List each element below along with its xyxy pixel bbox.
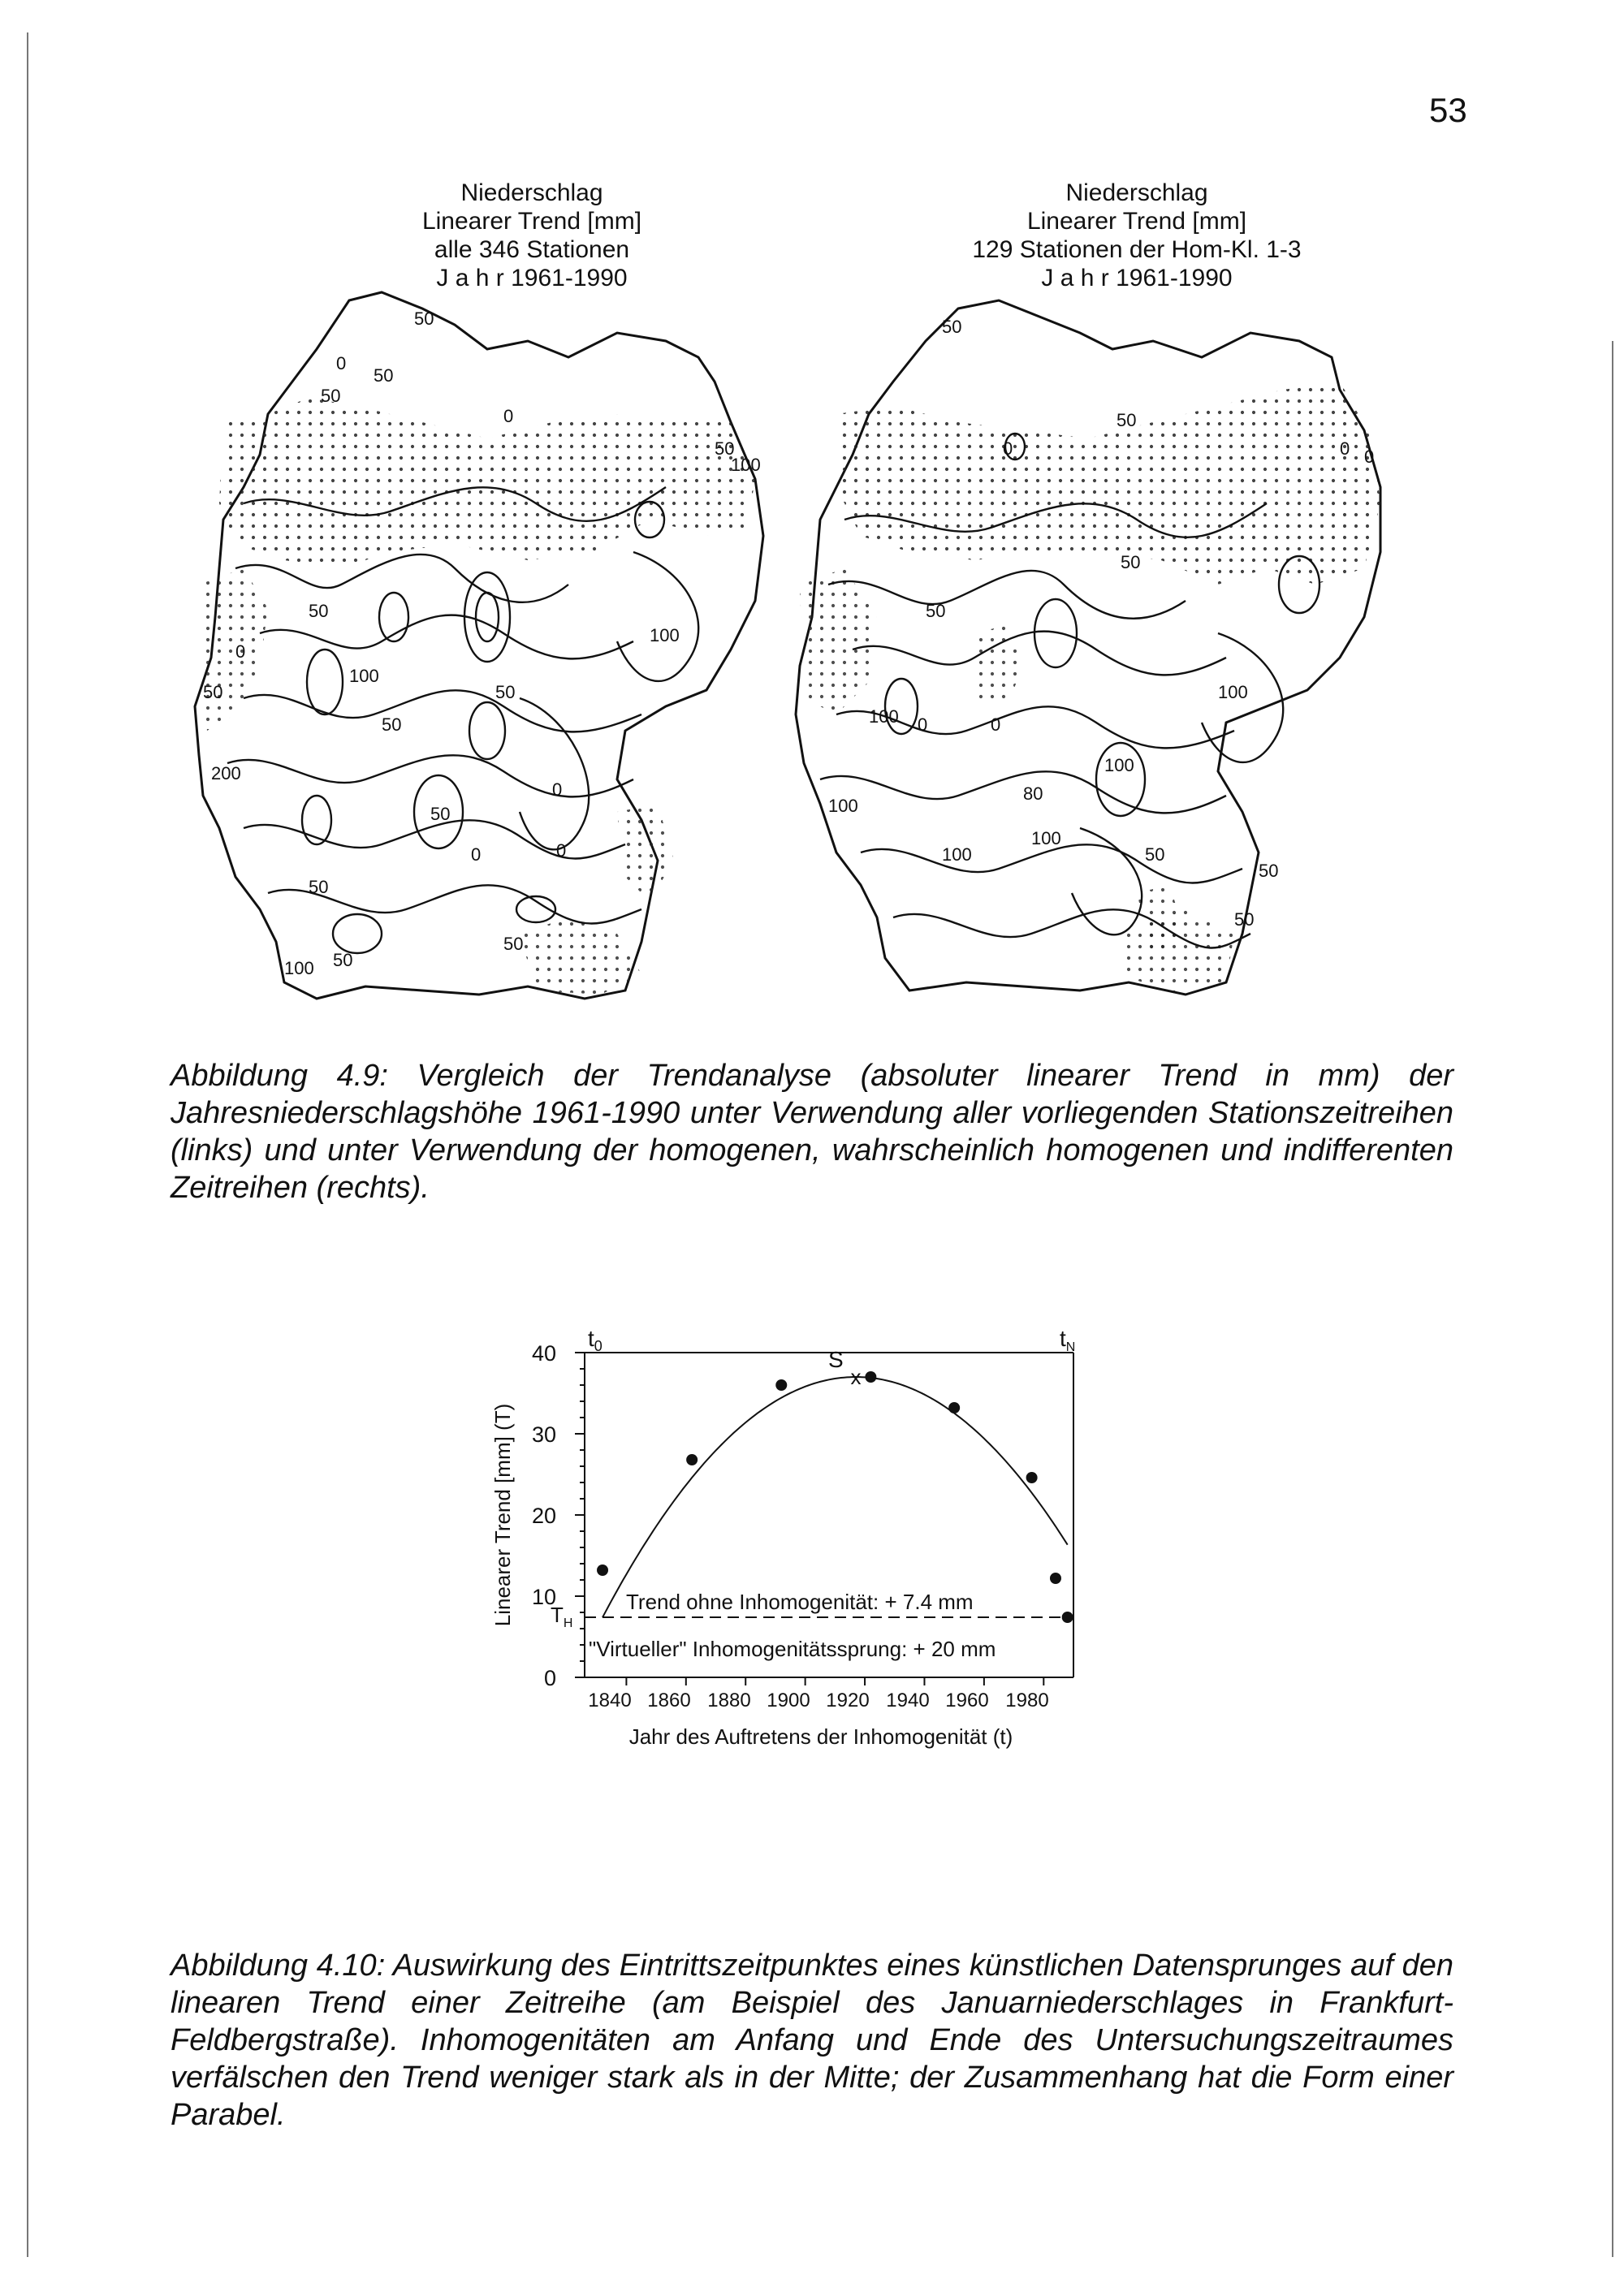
map-left-label: 0	[503, 406, 514, 426]
S-label: S	[828, 1347, 844, 1372]
tN-letter: t	[1060, 1326, 1066, 1351]
x-tick-label: 1860	[647, 1690, 691, 1711]
map-right-label: 50	[942, 317, 962, 337]
map-left-dotted-south	[520, 917, 641, 995]
data-point	[775, 1379, 787, 1391]
map-left-label: 50	[715, 438, 735, 459]
x-tick-label: 1980	[1005, 1690, 1049, 1711]
map-right-title-line: J a h r 1961-1990	[1041, 265, 1233, 291]
map-left-label: 0	[235, 641, 246, 662]
x-tick-label: 1920	[826, 1690, 870, 1711]
x-tick-label: 1900	[767, 1690, 810, 1711]
map-left-label: 0	[552, 779, 563, 800]
map-right-label: 100	[1104, 755, 1134, 775]
map-left-dotted-north	[219, 398, 755, 568]
data-point	[1062, 1612, 1073, 1623]
map-left-label: 50	[495, 682, 516, 702]
map-right-title-line: Niederschlag	[1065, 179, 1208, 206]
data-point	[597, 1564, 608, 1576]
data-point	[1026, 1472, 1038, 1483]
map-left-label: 100	[284, 958, 314, 978]
map-left-label: 50	[382, 714, 402, 735]
figure-caption-4-10	[171, 1947, 1453, 2134]
map-left-label: 50	[309, 877, 329, 897]
map-right-dotted-north	[836, 382, 1380, 585]
y-tick-label: 10	[531, 1585, 556, 1609]
t0-label	[588, 1326, 603, 1354]
map-left-label: 50	[374, 365, 394, 386]
TH-subscript: H	[563, 1616, 573, 1630]
x-tick-label: 1940	[886, 1690, 930, 1711]
y-tick-label: 0	[543, 1666, 556, 1690]
map-right-label: 0	[1364, 447, 1375, 467]
t0-letter: t	[588, 1326, 594, 1351]
map-left-dotted-west	[199, 568, 268, 731]
map-left	[195, 292, 763, 999]
x-tick-label: 1880	[707, 1690, 751, 1711]
data-points	[597, 1371, 1073, 1623]
x-ticks	[626, 1677, 1043, 1685]
map-right-label: 0	[1003, 438, 1013, 459]
caption-label: Abbildung 4.9:	[171, 1059, 388, 1093]
map-left-label: 200	[211, 763, 241, 783]
map-left-label: 50	[309, 601, 329, 621]
map-right-label: 50	[1145, 844, 1165, 865]
tN-subscript: N	[1065, 1340, 1076, 1354]
map-left-label: 100	[731, 455, 761, 475]
map-right-label: 50	[1259, 861, 1279, 881]
y-tick-label: 40	[531, 1341, 556, 1366]
tN-label	[1060, 1326, 1075, 1354]
page-number: 53	[1429, 91, 1467, 129]
map-right	[796, 300, 1380, 995]
map-right-title-line: 129 Stationen der Hom-Kl. 1-3	[972, 236, 1302, 263]
TH-label	[551, 1603, 572, 1630]
map-right-label: 80	[1023, 783, 1043, 804]
x-axis-title: Jahr des Auftretens der Inhomogenität (t)	[628, 1724, 1013, 1749]
contour-maps	[0, 0, 1624, 1023]
caption-label: Abbildung 4.10:	[171, 1949, 386, 1983]
trend-parabola-chart	[455, 1299, 1169, 1770]
map-right-label: 0	[1340, 438, 1350, 459]
map-left-label: 50	[430, 804, 451, 824]
map-left-label: 0	[556, 840, 567, 861]
data-point	[1050, 1573, 1061, 1584]
map-right-label: 50	[1121, 552, 1141, 572]
map-left-label: 50	[503, 934, 524, 954]
map-right-label: 0	[991, 714, 1001, 735]
map-left-label: 50	[333, 950, 353, 970]
map-left-label: 50	[414, 309, 434, 329]
map-left-outline	[195, 292, 763, 999]
map-right-label: 100	[1218, 682, 1248, 702]
data-point	[686, 1454, 698, 1465]
map-left-label: 100	[349, 666, 379, 686]
map-left-label: 50	[321, 386, 341, 406]
map-right-dotted-west	[800, 568, 877, 714]
map-right-title-line: Linearer Trend [mm]	[1026, 208, 1247, 235]
map-left-title-line: Niederschlag	[460, 179, 603, 206]
y-ticks	[575, 1353, 585, 1677]
S-marker: x	[850, 1365, 862, 1389]
data-point	[948, 1402, 960, 1413]
y-axis-title: Linearer Trend [mm] (T)	[490, 1403, 515, 1627]
t0-subscript: 0	[594, 1338, 603, 1354]
x-tick-label: 1960	[945, 1690, 989, 1711]
x-tick-label: 1840	[588, 1690, 632, 1711]
jump-annotation: "Virtueller" Inhomogenitätssprung: + 20 mm	[589, 1637, 996, 1661]
map-right-label: 100	[869, 706, 899, 727]
map-right-label: 50	[926, 601, 946, 621]
map-left-label: 50	[203, 682, 223, 702]
map-left-label: 0	[336, 353, 347, 373]
map-left-label: 0	[471, 844, 482, 865]
map-left-title-line: Linearer Trend [mm]	[421, 208, 642, 235]
caption-text: Auswirkung des Eintrittszeitpunktes eines künstlichen Datensprunges auf den linearen Trend einer Zeitreihe (am Beispiel des Januarniederschlages in Frankfurt-Feldbergstraße). Inhomogenitäten am Anfang und Ende des Untersuchungszeitraumes verfälschen den Trend weniger stark als in der Mitte; der Zusammenhang hat die Form einer Parabel.	[171, 1949, 1453, 2132]
map-right-label: 0	[918, 714, 928, 735]
data-point	[865, 1371, 876, 1383]
trend-parabola	[603, 1377, 1068, 1617]
map-left-label: 100	[650, 625, 680, 645]
map-right-label: 50	[1234, 909, 1255, 930]
caption-text: Vergleich der Trendanalyse (absoluter linearer Trend in mm) der Jahresniederschlagshöhe 1961-1990 unter Verwendung aller vorliegenden Stationszeitreihen (links) und unter Verwendung der homogenen, wahrscheinlich homogenen und indifferenten Zeitreihen (rechts).	[171, 1059, 1453, 1205]
y-tick-label: 20	[531, 1504, 556, 1528]
reference-line-text: Trend ohne Inhomogenität: + 7.4 mm	[626, 1590, 974, 1614]
map-right-label: 50	[1116, 410, 1137, 430]
map-left-dotted-east	[617, 804, 674, 901]
map-right-label: 100	[1031, 828, 1061, 848]
map-left-title-line: alle 346 Stationen	[434, 236, 630, 263]
figure-caption-4-9	[171, 1057, 1453, 1206]
map-right-label: 100	[828, 796, 858, 816]
map-right-label: 100	[942, 844, 972, 865]
map-left-title-line: J a h r 1961-1990	[436, 265, 628, 291]
y-tick-label: 30	[531, 1422, 556, 1447]
TH-letter: T	[551, 1603, 564, 1627]
